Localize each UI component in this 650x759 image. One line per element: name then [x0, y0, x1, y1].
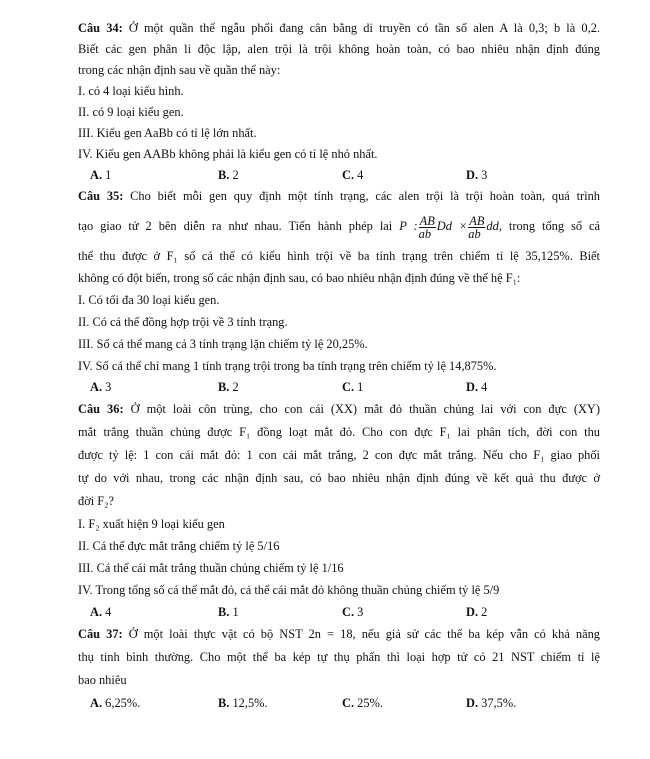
- option-value: 12,5%.: [232, 696, 268, 710]
- q37-option-b[interactable]: [218, 692, 342, 715]
- option-value: 37,5%.: [481, 696, 517, 710]
- q37-label: Câu 37:: [78, 627, 123, 641]
- q34-options: [78, 165, 600, 186]
- q36-label: Câu 36:: [78, 402, 124, 416]
- option-value: 3: [105, 380, 112, 394]
- q37-options: [78, 692, 600, 715]
- q36-statement-1: I. F₂ xuất hiện 9 loại kiểu gen: [78, 517, 225, 531]
- q36-line-2: mắt trắng thuần chủng được F₁ đồng loạt mắt đỏ. Cho con đực F₁ lai phân tích, đời con thu: [78, 425, 600, 439]
- q37-text-1: Ở một loài thực vật có bộ NST 2n = 18, nếu giả sử các thể ba kép vẫn có khả năng: [128, 627, 600, 641]
- exam-page: [78, 18, 600, 715]
- option-letter: A.: [90, 380, 103, 394]
- q37-option-c[interactable]: [342, 692, 466, 715]
- q35-line-3: thể thu được ở F₁ số cá thể có kiểu hình trội về ba tính trạng trên chiếm tỉ lệ 35,125%. Biết: [78, 249, 600, 263]
- q34-option-c[interactable]: [342, 165, 466, 186]
- option-value: 4: [481, 380, 488, 394]
- option-letter: C.: [342, 605, 355, 619]
- q35-statement-4: IV. Số cá thể chỉ mang 1 tính trạng trội trong ba tính trạng trên chiếm tỷ lệ 14,875%.: [78, 359, 497, 373]
- q35-option-d[interactable]: [466, 377, 590, 398]
- cross-mid: Dd ×: [436, 219, 468, 233]
- option-letter: B.: [218, 168, 230, 182]
- fraction-denominator: ab: [468, 226, 481, 241]
- q35-option-a[interactable]: [90, 377, 218, 398]
- q34-line-3: trong các nhận định sau về quần thể này:: [78, 63, 281, 77]
- option-value: 3: [357, 605, 364, 619]
- q36-line-4: tự do với nhau, trong các nhận định sau, có bao nhiêu nhận định đúng về kết quả thu được ở: [78, 471, 600, 485]
- option-letter: D.: [466, 380, 479, 394]
- q35-statement-1: I. Có tối đa 30 loại kiểu gen.: [78, 293, 220, 307]
- q35-text-2a: tạo giao tử 2 bên diễn ra như nhau. Tiến hành phép lai: [78, 219, 393, 233]
- cross-end: dd: [486, 219, 499, 233]
- q37-option-a[interactable]: [90, 692, 218, 715]
- option-letter: B.: [218, 380, 230, 394]
- q36-option-a[interactable]: [90, 601, 218, 623]
- q34-label: Câu 34:: [78, 21, 123, 35]
- cross-fraction-2: [468, 215, 485, 240]
- q34-line-1: [78, 18, 600, 39]
- option-letter: D.: [466, 696, 479, 710]
- q37-line-3: bao nhiêu: [78, 673, 127, 687]
- q35-line-1: [78, 186, 600, 207]
- q36-option-c[interactable]: [342, 601, 466, 623]
- q35-text-2b: , trong tổng số cá: [498, 219, 600, 233]
- q35-line-4: không có đột biến, trong số các nhận định sau, có bao nhiêu nhận định đúng về thế hệ F₁:: [78, 271, 521, 285]
- q35-options: [78, 377, 600, 398]
- option-letter: B.: [218, 605, 230, 619]
- q34-option-a[interactable]: [90, 165, 218, 186]
- q37-option-d[interactable]: [466, 692, 590, 715]
- option-value: 1: [232, 605, 239, 619]
- option-letter: C.: [342, 168, 355, 182]
- option-value: 1: [357, 380, 364, 394]
- option-value: 2: [232, 168, 239, 182]
- question-35: [78, 186, 600, 398]
- q35-label: Câu 35:: [78, 189, 124, 203]
- fraction-denominator: ab: [418, 226, 432, 241]
- q35-line-2: [78, 207, 600, 245]
- cross-p: P :: [399, 219, 418, 233]
- q34-statement-4: IV. Kiểu gen AABb không phải là kiểu gen có tỉ lệ nhỏ nhất.: [78, 147, 378, 161]
- q36-option-b[interactable]: [218, 601, 342, 623]
- question-36: [78, 398, 600, 623]
- q37-line-1: [78, 623, 600, 646]
- q35-text-1: Cho biết mỗi gen quy định một tính trạng, các alen trội là trội hoàn toàn, quá trình: [130, 189, 600, 203]
- option-value: 3: [481, 168, 488, 182]
- option-value: 2: [481, 605, 488, 619]
- q36-options: [78, 601, 600, 623]
- q36-line-1: [78, 398, 600, 421]
- option-value: 6,25%.: [105, 696, 141, 710]
- q36-statement-4: IV. Trong tổng số cá thể mắt đỏ, cá thể cái mắt đỏ không thuần chủng chiếm tỷ lệ 5/9: [78, 583, 500, 597]
- q36-statement-3: III. Cá thể cái mắt trắng thuần chủng chiếm tỷ lệ 1/16: [78, 561, 344, 575]
- option-letter: A.: [90, 696, 103, 710]
- q34-option-b[interactable]: [218, 165, 342, 186]
- q35-option-c[interactable]: [342, 377, 466, 398]
- q35-option-b[interactable]: [218, 377, 342, 398]
- question-34: [78, 18, 600, 186]
- option-value: 25%.: [357, 696, 383, 710]
- q36-option-d[interactable]: [466, 601, 590, 623]
- cross-fraction-1: [419, 215, 436, 240]
- option-value: 2: [232, 380, 239, 394]
- q34-statement-3: III. Kiểu gen AaBb có tỉ lệ lớn nhất.: [78, 126, 257, 140]
- q36-text-1: Ở một loài côn trùng, cho con cái (XX) mắt đỏ thuần chủng lai với con đực (XY): [130, 402, 601, 416]
- option-letter: B.: [218, 696, 230, 710]
- q36-line-3: được tỷ lệ: 1 con cái mắt đỏ: 1 con cái mắt trắng, 2 con đực mắt trắng. Nếu cho F₁ giao phối: [78, 448, 600, 462]
- option-letter: A.: [90, 605, 103, 619]
- option-value: 4: [357, 168, 364, 182]
- option-letter: C.: [342, 696, 355, 710]
- q35-statement-3: III. Số cá thể mang cả 3 tính trạng lặn chiếm tỷ lệ 20,25%.: [78, 337, 368, 351]
- option-value: 4: [105, 605, 112, 619]
- q34-statement-2: II. có 9 loại kiểu gen.: [78, 105, 184, 119]
- q34-line-2: Biết các gen phân li độc lập, alen trội là trội không hoàn toàn, có bao nhiêu nhận định đúng: [78, 42, 600, 56]
- fraction-numerator: AB: [419, 213, 435, 228]
- option-letter: A.: [90, 168, 103, 182]
- option-letter: C.: [342, 380, 355, 394]
- q36-statement-2: II. Cá thể đực mắt trắng chiếm tỷ lệ 5/16: [78, 539, 280, 553]
- q34-text-1: Ở một quần thể ngẫu phối đang cân bằng di truyền có tần số alen A là 0,3; b là 0,2.: [128, 21, 600, 35]
- q35-statement-2: II. Có cá thể đồng hợp trội về 3 tính trạng.: [78, 315, 288, 329]
- option-letter: D.: [466, 605, 479, 619]
- fraction-numerator: AB: [469, 213, 485, 228]
- q34-option-d[interactable]: [466, 165, 590, 186]
- question-37: [78, 623, 600, 715]
- option-value: 1: [105, 168, 112, 182]
- q37-line-2: thụ tinh bình thường. Cho một thể ba kép tự thụ phấn thì loại hợp tử có 21 NST chiếm tỉ lệ: [78, 650, 600, 664]
- q34-statement-1: I. có 4 loại kiểu hình.: [78, 84, 184, 98]
- option-letter: D.: [466, 168, 479, 182]
- q36-line-5: đời F₂?: [78, 494, 114, 508]
